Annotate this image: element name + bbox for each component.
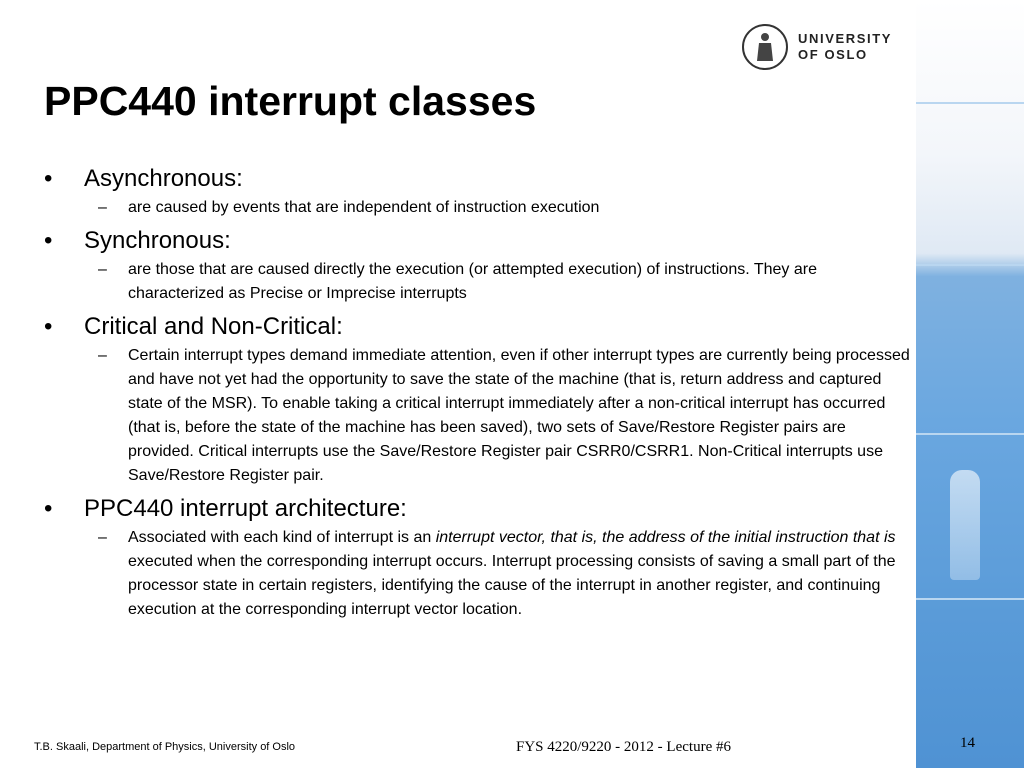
bullet-icon: • xyxy=(44,313,53,340)
dash-icon: – xyxy=(98,347,107,364)
university-name xyxy=(798,31,892,63)
slide-title: PPC440 interrupt classes xyxy=(44,78,537,124)
panel-divider xyxy=(916,598,1024,600)
bullet-architecture xyxy=(44,494,910,524)
footer-author: T.B. Skaali, Department of Physics, University of Oslo xyxy=(34,741,296,753)
sub-bullet-text-italic: interrupt vector, that is, the address of the initial instruction that is xyxy=(435,529,896,546)
slide-number: 14 xyxy=(960,735,975,751)
dash-icon: – xyxy=(98,199,107,216)
bullet-heading: PPC440 interrupt architecture: xyxy=(84,495,407,522)
bullet-heading: Synchronous: xyxy=(84,227,231,254)
sub-bullet xyxy=(44,258,910,306)
footer-course: FYS 4220/9220 - 2012 - Lecture #6 xyxy=(516,739,731,755)
university-seal-icon xyxy=(742,24,788,70)
bullet-icon: • xyxy=(44,495,53,522)
bullet-heading: Asynchronous: xyxy=(84,165,243,192)
sub-bullet-text-post: executed when the corresponding interrupt occurs. Interrupt processing consists of saving a small part of the processor state in certain registers, identifying the cause of the interrupt in another register, and continuing execution at the corresponding interrupt vector location. xyxy=(128,553,896,618)
bullet-critical xyxy=(44,312,910,342)
bullet-synchronous xyxy=(44,226,910,256)
dash-icon: – xyxy=(98,529,107,546)
bullet-heading: Critical and Non-Critical: xyxy=(84,313,343,340)
panel-divider xyxy=(916,102,1024,104)
sub-bullet xyxy=(44,526,910,622)
sub-bullet xyxy=(44,344,910,488)
sub-bullet-text: are caused by events that are independent of instruction execution xyxy=(128,199,600,216)
sub-bullet xyxy=(44,196,910,220)
university-name-line2: OF OSLO xyxy=(798,47,868,62)
slide-content xyxy=(44,158,910,628)
decorative-side-panel xyxy=(916,0,1024,768)
sub-bullet-text: are those that are caused directly the execution (or attempted execution) of instructions. They are characterized as Precise or Imprecise interrupts xyxy=(128,261,817,302)
sub-bullet-text-pre: Associated with each kind of interrupt is an xyxy=(128,529,436,546)
bullet-icon: • xyxy=(44,165,53,192)
panel-divider xyxy=(916,264,1024,266)
panel-divider xyxy=(916,433,1024,435)
bullet-icon: • xyxy=(44,227,53,254)
university-name-line1: UNIVERSITY xyxy=(798,31,893,46)
university-logo xyxy=(742,24,892,70)
dash-icon: – xyxy=(98,261,107,278)
statue-silhouette xyxy=(950,470,980,580)
sub-bullet-text xyxy=(128,529,896,618)
bullet-asynchronous xyxy=(44,164,910,194)
sub-bullet-text: Certain interrupt types demand immediate attention, even if other interrupt types are currently being processed and have not yet had the opportunity to save the state of the machine (that is, return address and captured state of the MSR). To enable taking a critical interrupt immediately after a non-critical interrupt has occurred (that is, before the state of the machine has been saved), two sets of Save/Restore Register pairs are provided. Critical interrupts use the Save/Restore Register pair CSRR0/CSRR1. Non-Critical interrupts use Save/Restore Register pair. xyxy=(128,347,910,484)
